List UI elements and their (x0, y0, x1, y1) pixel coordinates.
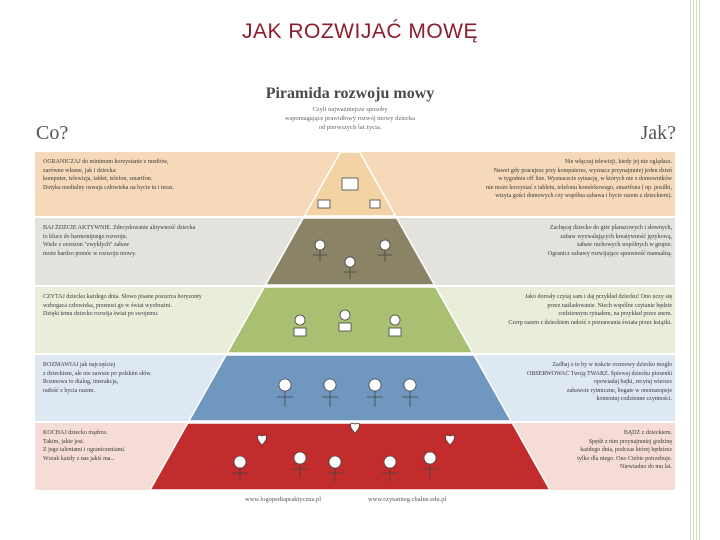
description-line: radość z bycia razem. (43, 387, 95, 394)
description-line: ROZMAWIAJ jak najczęściej (43, 362, 116, 368)
book-icon (389, 328, 401, 336)
description-line: to klucz do harmonijnego rozwoju. (43, 233, 128, 240)
description-line: wzbogaca człowieka, przenosi go w świat wyobraźni. (43, 302, 172, 309)
description-line: nie może korzystać z tabletu, telefonu komórkowego, smartfona ( np. posiłki, (486, 184, 672, 191)
how-description (476, 429, 672, 472)
child-figure-icon (315, 240, 325, 250)
description-line: może bardzo pomóc w rozwoju mowy. (43, 250, 137, 257)
description-line: Rozmowa to dialog, interakcja, (43, 379, 119, 385)
reader-figure-icon (390, 315, 400, 325)
how-description (476, 293, 672, 327)
reader-figure-icon (295, 315, 305, 325)
person-figure-icon (404, 379, 416, 391)
what-heading: Co? (36, 122, 69, 144)
family-figure-icon (234, 456, 246, 468)
reader-figure-icon (340, 310, 350, 320)
description-line: z dzieckiem, ale nie zawsze po polskim słów. (43, 370, 152, 377)
description-line: zabaw ruchowych wspólnych w grupie. (576, 242, 672, 248)
what-description (43, 158, 233, 192)
tv-icon (342, 178, 358, 190)
footer-link-left: www.logopediapraktyczna.pl (245, 496, 322, 503)
description-line: Zachęcaj dziecko do gier planszowych i słownych, (549, 225, 672, 231)
how-description (476, 361, 672, 404)
description-line: BAJ ŻDŹCIE AKTYWNIE. Zdecydowanie aktywność dziecka (43, 225, 196, 231)
family-figure-icon (424, 452, 436, 464)
subtitle-line: od pierwszych lat życia. (318, 124, 382, 131)
child-figure-icon (345, 257, 355, 267)
book-icon (294, 328, 306, 336)
description-line: opowiadaj bajki, recytuj wiersze (594, 379, 672, 385)
description-line: wizyta gości domowych czy wspólna zabawa i bycie razem z dzieckiem). (495, 193, 672, 199)
family-figure-icon (329, 456, 341, 468)
how-description (476, 158, 672, 201)
tablet-icon (370, 200, 380, 208)
description-line: Czerp razem z dzieckiem radość z poznawania świata przez książki. (508, 319, 672, 326)
description-line: komentuj codzienne czynności. (596, 396, 672, 402)
infographic-title: Piramida rozwoju mowy (265, 85, 435, 102)
description-line: Dzięki temu dziecko rozwija świat po swojemu. (43, 311, 159, 317)
how-heading: Jak? (640, 122, 676, 144)
description-line: Nawet gdy pracujesz przy komputerze, wyznacz przynajmniej jeden dzień (493, 167, 672, 174)
description-line: Takim, jakie jest. (43, 438, 85, 445)
description-line: każdego dnia, podczas której będziesz (580, 447, 672, 453)
description-line: przez naśladowanie. Niech wspólne czytanie będzie (547, 302, 672, 309)
description-line: tylko dla niego. Ono Ciebie potrzebuje. (577, 455, 672, 462)
description-line: Ogranicz zabawy rozwijające sprawność manualną. (547, 250, 672, 257)
child-figure-icon (380, 240, 390, 250)
description-line: Z jego talentami i ograniczeniami. (43, 447, 126, 453)
subtitle-line: Czyli najważniejsze sposoby (312, 106, 388, 113)
subtitle-line: wspomagające prawidłowy rozwój mowy dziecka (285, 115, 415, 122)
person-figure-icon (369, 379, 381, 391)
description-line: OGRANICZAJ do minimum korzystanie z mediów, (43, 159, 169, 165)
what-description (43, 429, 233, 463)
how-description (476, 224, 672, 258)
family-figure-icon (294, 452, 306, 464)
description-line: Zadbaj o to by w trakcie rozmowy dziecko mogło (552, 362, 672, 368)
description-line: zabawcie rytmiczne, bogate w onomatopeje (566, 387, 672, 394)
book-icon (339, 323, 351, 331)
what-description (43, 224, 233, 258)
person-figure-icon (324, 379, 336, 391)
description-line: BĄDŹ z dzieckiem. (623, 430, 672, 436)
family-figure-icon (384, 456, 396, 468)
description-line: CZYTAJ dziecku każdego dnia. Słowo pisane poszerza horyzonty (43, 294, 202, 300)
slide-title: JAK ROZWIJAĆ MOWĘ (242, 20, 478, 43)
description-line: Niewiadno do mu lat. (620, 464, 672, 470)
description-line: Wszak każdy z nas jakiś ma... (43, 455, 115, 462)
what-description (43, 293, 233, 319)
infographic-subtitle (250, 105, 450, 132)
what-description (43, 361, 233, 395)
person-figure-icon (279, 379, 291, 391)
description-line: Spędź z nim przynajmniej godzinę (588, 438, 672, 445)
pyramid-tier (227, 287, 473, 353)
description-line: Wiele z ocenzon "zwykłych" zabaw (43, 242, 130, 248)
description-line: w tygodniu off line. Wyznaczcie sytuację, w których nie z domowników (498, 176, 672, 182)
description-line: OBSERWOWAĆ Twoją TWARZ. Śpiewaj dziecku piosenki (526, 370, 672, 377)
footer-link-right: www.czytamieg.cbalne.edu.pl (368, 496, 447, 503)
description-line: Dotyka medialny oswaja człowieka na bycie tu i teraz. (43, 184, 175, 191)
description-line: komputer, telewizja, tablet, telefon, smartfon. (43, 176, 153, 182)
description-line: Nie włączaj telewizji, kiedy jej nie oglądasz. (564, 159, 672, 165)
description-line: Jako dorosły czytaj sam i daj przykład dziecku! Ono uczy się (525, 294, 672, 300)
description-line: zarówno własne, jak i dziecka: (43, 167, 117, 174)
laptop-icon (318, 200, 330, 208)
description-line: KOCHAJ dziecko mądrze. (43, 430, 108, 436)
description-line: codziennym rytuałem, na przykład przez snem. (558, 311, 672, 317)
description-line: zabaw wyzwalających kreatywność językową, (560, 233, 672, 240)
pyramid-tier (189, 355, 511, 421)
